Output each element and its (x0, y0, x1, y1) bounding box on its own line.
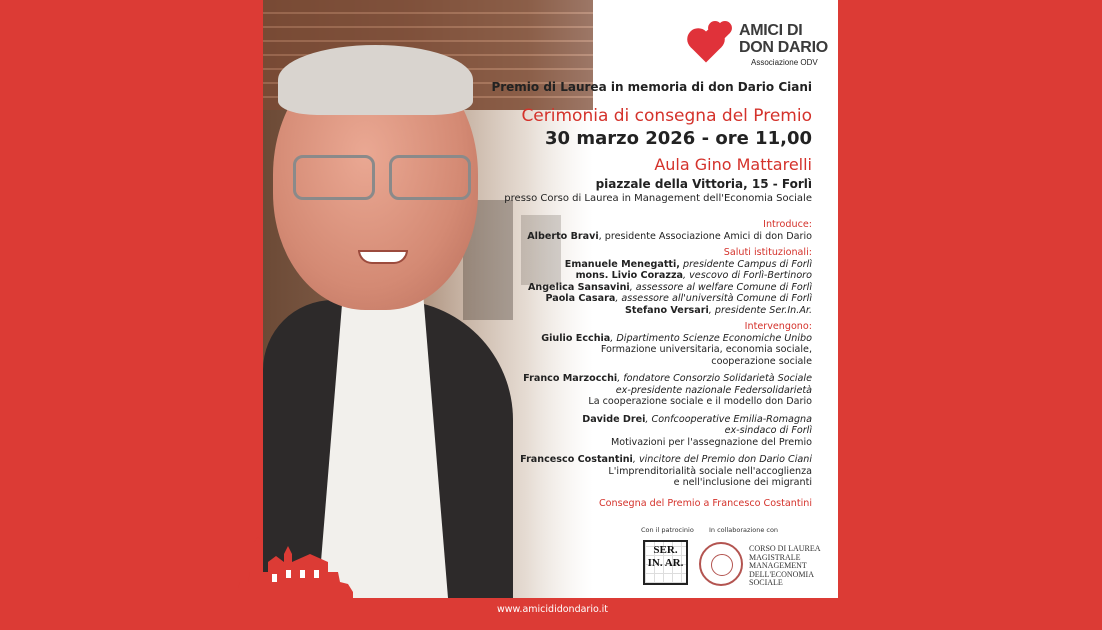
saluti-entry: Emanuele Menegatti, presidente Campus di Forlì (564, 258, 812, 270)
saluti-entry: Stefano Versari, presidente Ser.In.Ar. (625, 304, 812, 316)
logo-line-1: AMICI DI (739, 22, 803, 39)
website-link[interactable]: www.amicididondario.it (497, 604, 608, 615)
speaker-entry: Franco Marzocchi, fondatore Consorzio Solidarietà Sociale ex-presidente nazionale Federsolidarietà La cooperazione sociale e il modello don Dario (523, 373, 812, 407)
program-list (520, 219, 812, 509)
ceremony-title: Cerimonia di consegna del Premio (521, 106, 812, 126)
patrocinio-label: Con il patrocinio (641, 526, 694, 534)
award-subtitle: Premio di Laurea in memoria di don Dario Ciani (491, 80, 812, 94)
logo-line-2: DON DARIO (739, 39, 828, 56)
saluti-entry: Paola Casara, assessore all'università Comune di Forlì (545, 293, 812, 304)
corso-logo-text: CORSO DI LAUREA MAGISTRALE MANAGEMENT DELL'ECONOMIA SOCIALE (749, 544, 821, 587)
event-date: 30 marzo 2026 - ore 11,00 (545, 128, 812, 149)
intervengono-label: Intervengono: (744, 321, 812, 332)
university-seal-icon (699, 542, 743, 586)
award-delivery: Consegna del Premio a Francesco Costantini (598, 497, 812, 509)
venue-address: piazzale della Vittoria, 15 - Forlì (595, 177, 812, 191)
association-logo (691, 22, 828, 67)
collab-label: In collaborazione con (709, 526, 779, 534)
introduce-label: Introduce: (763, 219, 812, 230)
sponsor-labels (641, 526, 779, 534)
serinar-logo: SER. IN. AR. (643, 540, 688, 585)
saluti-label: Saluti istituzionali: (723, 247, 812, 258)
saluti-entry: Angelica Sansavini, assessore al welfare Comune di Forlì (527, 281, 812, 293)
logo-line-3: Associazione ODV (751, 58, 818, 67)
speaker-entry: Giulio Ecchia, Dipartimento Scienze Economiche Unibo Formazione universitaria, economia sociale, cooperazione sociale (541, 332, 812, 367)
event-poster (263, 0, 838, 598)
saluti-entry: mons. Livio Corazza, vescovo di Forlì-Bertinoro (575, 270, 812, 281)
venue-name: Aula Gino Mattarelli (654, 155, 812, 174)
speaker-entry: Francesco Costantini, vincitore del Premio don Dario Ciani L'imprenditorialità sociale nell'accoglienza e nell'inclusione dei migranti (520, 454, 812, 488)
hearts-icon (691, 22, 735, 66)
city-skyline-icon (228, 532, 353, 598)
venue-presso: presso Corso di Laurea in Management dell'Economia Sociale (504, 193, 812, 204)
introduce-entry: Alberto Bravi, presidente Associazione Amici di don Dario (527, 230, 812, 242)
speaker-entry: Davide Drei, Confcooperative Emilia-Romagna ex-sindaco di Forlì Motivazioni per l'assegnazione del Premio (582, 413, 812, 448)
